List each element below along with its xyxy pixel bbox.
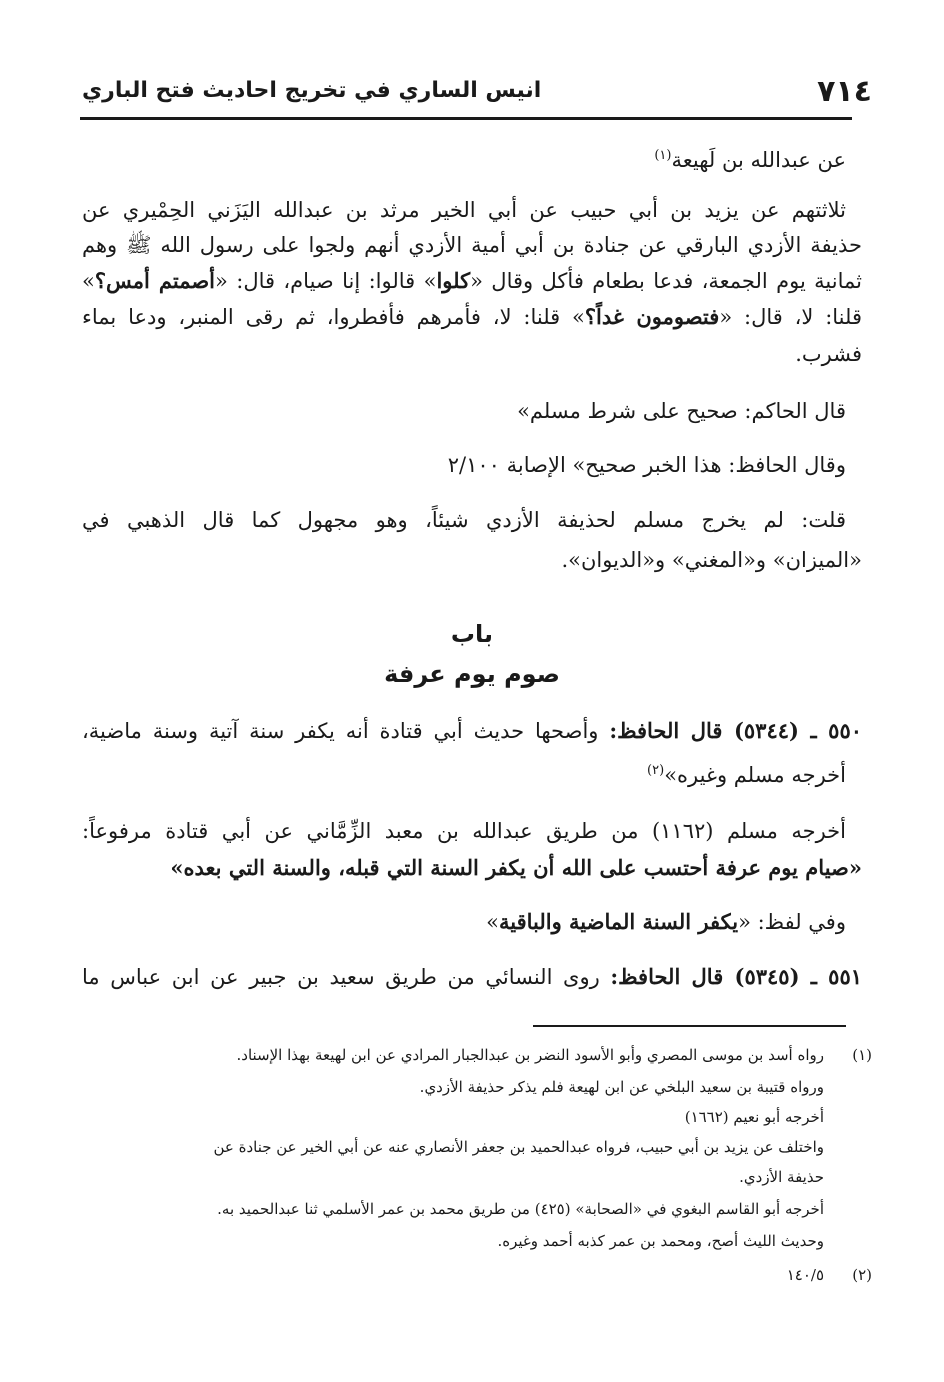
footnote-ref-1[interactable]: (١) bbox=[654, 148, 672, 163]
footnote-1-line-4: واختلف عن يزيد بن أبي حبيب، فرواه عبدالحميد بن جعفر الأنصاري عنه عن أبي الخير عن جنادة عن bbox=[213, 1138, 824, 1156]
footnote-1-line-7: وحديث الليث أصح، ومحمد بن عمر كذبه أحمد وغيره. bbox=[497, 1232, 824, 1250]
footnote-1-number: (١) bbox=[852, 1046, 872, 1064]
hadith-narration: ثمانية يوم الجمعة، فدعا بطعام فأكل وقال « bbox=[470, 269, 863, 293]
footnote-1-line-1: رواه أسد بن موسى المصري وأبو الأسود النضر بن عبدالجبار المرادي عن ابن لهيعة بهذا الإسناد. bbox=[236, 1046, 824, 1064]
hadith-text-line-4 bbox=[82, 302, 862, 332]
footnote-2-line-1: ١٤٠/٥ bbox=[786, 1266, 824, 1284]
footnote-2-number: (٢) bbox=[852, 1266, 872, 1284]
paragraph-isnad-end bbox=[82, 141, 846, 175]
entry-550-source: أخرجه مسلم وغيره» bbox=[664, 763, 846, 787]
footnote-1-line-2: ورواه قتيبة بن سعيد البلخي عن ابن لهيعة فلم يذكر حذيفة الأزدي. bbox=[419, 1078, 824, 1096]
isnad-text: عن عبدالله بن لَهيعة bbox=[671, 148, 846, 172]
hafiz-verdict: وقال الحافظ: هذا الخبر صحيح» الإصابة ٢/١٠٠ bbox=[447, 453, 846, 477]
chapter-title: صوم يوم عرفة bbox=[384, 660, 560, 688]
header-divider bbox=[80, 117, 852, 120]
alt-quote: يكفر السنة الماضية والباقية bbox=[498, 909, 739, 934]
prophetic-quote: أصمتم أمس؟ bbox=[94, 268, 216, 293]
entry-551-line-1 bbox=[82, 962, 862, 992]
hadith-text-line-5: فشرب. bbox=[795, 342, 862, 366]
footnote-1-line-5: حذيفة الأزدي. bbox=[739, 1168, 824, 1186]
quote-close: » bbox=[486, 910, 499, 934]
author-note-line-2: «الميزان» و«المغني» و«الديوان». bbox=[561, 548, 862, 572]
entry-550-line-2 bbox=[82, 756, 846, 790]
entry-550-heading: ٥٥٠ ـ (٥٣٤٤) قال الحافظ: bbox=[609, 718, 863, 743]
takhrij-line-2: «صيام يوم عرفة أحتسب على الله أن يكفر السنة التي قبله، والسنة التي بعده» bbox=[170, 855, 862, 880]
hadith-narration: » قالوا: إنا صيام، قال: « bbox=[215, 269, 437, 293]
prophetic-quote: كلوا bbox=[436, 268, 471, 293]
author-note-line-1: قلت: لم يخرج مسلم لحذيفة الأزدي شيئاً، وهو مجهول كما قال الذهبي في bbox=[82, 508, 846, 532]
entry-551-heading: ٥٥١ ـ (٥٣٤٥) قال الحافظ: bbox=[610, 964, 863, 989]
hadith-text-line-2: حذيفة الأزدي البارقي عن جنادة بن أبي أمية الأزدي أنهم ولجوا على رسول الله ﷺ وهم bbox=[82, 233, 862, 257]
chapter-label: باب bbox=[450, 620, 494, 648]
hadith-text-line-3 bbox=[82, 266, 862, 296]
footnote-divider bbox=[533, 1025, 846, 1027]
footnote-ref-2[interactable]: (٢) bbox=[647, 763, 665, 778]
entry-550-line-1 bbox=[82, 716, 862, 746]
alternate-wording bbox=[82, 907, 846, 937]
page-number: ٧١٤ bbox=[817, 74, 872, 109]
hadith-text-line-1: ثلاثتهم عن يزيد بن أبي حبيب عن أبي الخير مرثد بن عبدالله اليَزَني الحِمْيري عن bbox=[82, 198, 846, 222]
hakim-verdict: قال الحاكم: صحيح على شرط مسلم» bbox=[517, 399, 846, 423]
hadith-narration: قلنا: لا، قال: « bbox=[719, 305, 862, 329]
hadith-narration: » قلنا: لا، فأمرهم فأفطروا، ثم رقى المنبر، ودعا بماء bbox=[82, 305, 585, 329]
quote-close: » bbox=[82, 269, 95, 293]
takhrij-line-1: أخرجه مسلم (١١٦٢) من طريق عبدالله بن معبد الزِّمَّاني عن أبي قتادة مرفوعاً: bbox=[82, 819, 846, 843]
running-title: انيس الساري في تخريج احاديث فتح الباري bbox=[82, 78, 542, 103]
footnote-1-line-3: أخرجه أبو نعيم (١٦٦٢) bbox=[684, 1108, 824, 1126]
prophetic-quote: فتصومون غداً؟ bbox=[584, 304, 720, 329]
alt-label: وفي لفظ: « bbox=[738, 910, 846, 934]
entry-550-text: وأصحها حديث أبي قتادة أنه يكفر سنة آتية وسنة ماضية، bbox=[82, 719, 610, 743]
entry-551-text: روى النسائي من طريق سعيد بن جبير عن ابن عباس ما bbox=[82, 965, 611, 989]
footnote-1-line-6: أخرجه أبو القاسم البغوي في «الصحابة» (٤٢٥) من طريق محمد بن عمر الأسلمي ثنا عبدالحميد به. bbox=[217, 1200, 824, 1218]
